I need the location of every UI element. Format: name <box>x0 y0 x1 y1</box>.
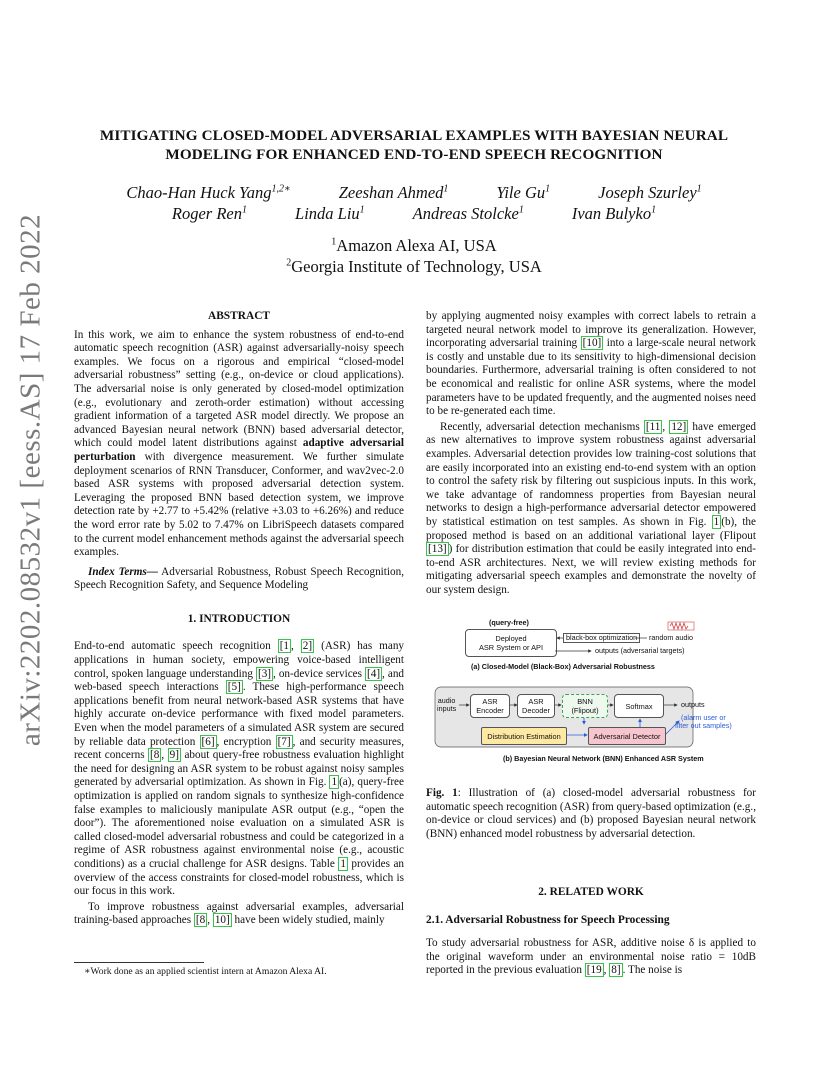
citation-link[interactable]: [13] <box>428 543 447 556</box>
fig-caption-a: (a) Closed-Model (Black-Box) Adversarial Robustness <box>471 662 655 671</box>
author-name: Andreas Stolcke$^1$ <box>412 204 524 223</box>
figure-caption-label: Fig. 1 <box>426 787 458 799</box>
fig-deployed-asr-box: Deployed ASR System or API <box>465 629 557 657</box>
author-affiliation-mark: 1 <box>651 204 657 216</box>
abstract-text <box>74 329 404 560</box>
author-affiliation-mark: 1,2∗ <box>271 183 291 195</box>
citation-link[interactable]: 1 <box>331 776 338 789</box>
figure-caption-text: : Illustration of (a) closed-model adversarial robustness for automatic speech recognition (ASR) from query-based optimization (e.g., on-device or cloud services) and (b) proposed Bayesian neural network (BNN) enhanced model robustness by adversarial detection. <box>426 787 756 840</box>
intro-heading: 1. INTRODUCTION <box>187 612 291 625</box>
citation-link[interactable]: 2] <box>302 640 313 653</box>
citation-link[interactable]: 8] <box>611 964 621 977</box>
intro-paragraph-2: To improve robustness against adversarial examples, adversarial training-based approaches [8 , 10] have been widely studied, mainly <box>74 900 404 927</box>
affiliation-1-text: Amazon Alexa AI, USA <box>336 236 497 255</box>
related-heading: 2. RELATED WORK <box>538 886 644 898</box>
fig-outputs: outputs <box>681 700 705 709</box>
footnote: ∗Work done as an applied scientist intern at Amazon Alexa AI. <box>84 966 327 977</box>
abstract-part-1: In this work, we aim to enhance the system robustness of end-to-end automatic speech recognition (ASR) against adversarially-noisy speech examples. We focus on a rigorous and empirical “closed-model adversarial robustness” setting (e.g., on-device or cloud applications). The adversarial noise is only generated by closed-model optimization (e.g., evolutionary and zeroth-order estimation) without accessing gradient information of a targeted ASR model directly. We propose an advanced Bayesian neural network (BNN) based adversarial detector, which could model latent distributions against <box>74 328 404 450</box>
author-affiliation-mark: 1 <box>242 204 248 216</box>
intro-paragraph-1: End-to-end automatic speech recognition [1 , 2] (ASR) has many applications in human society, empowering voice-based intelligent control, spoken language understanding [3] , on-device services [4] , and web-based speech interactions [5] . These high-performance speech applications benefit from neural network-based ASR systems that have highly accurate on-device performance with fixed model parameters. Even when the model parameters of a simulated ASR system are secured by reliable data protection [6] , encryption [7] , and security measures, recent concerns [8 , 9] about query-free robustness evaluation highlight the need for designing an ASR system to be robust against noisy samples generated by adversarial optimization. As shown in Fig. 1 (a), query-free optimization is applied on random signals to synthesize high-confidence false examples to maliciously manipulate ASR output (e.g., “open the door”). The aforementioned noise evaluation on a simulated ASR is called closed-model adversarial robustness and could be categorized in a regime of ASR robustness against environmental noise (e.g., acoustic conditions) as a crucial challenge for ASR designs. Table 1 provides an overview of the access constraints for closed-model robustness, which is our focus in this work. <box>74 640 405 898</box>
fig-asr-decoder: ASR Decoder <box>517 694 555 718</box>
citation-link[interactable]: [3] <box>257 667 272 680</box>
author-affiliation-mark: 1 <box>545 183 551 195</box>
author-name: Ivan Bulyko$^1$ <box>571 204 657 223</box>
citation-link[interactable]: [5] <box>227 681 241 694</box>
right-paragraph-2: Recently, adversarial detection mechanisms [11 , 12] have emerged as new alternatives to improve system robustness against adversarial examples. Adversarial detection provides low training-cost solutions that are easily incorporated into an existing end-to-end system with an option to control the safety risk by filtering out suspicious inputs. In this work, we take advantage of randomness properties from Bayesian neural networks to design a high-performance adversarial detector empowered by statistical estimation on test samples. As shown in Fig. 1 (b), the proposed method is based on an additional variational layer (Flipout [13] ) for distribution estimation that could be easily integrated into end-to-end ASR architectures. Next, we will review existing methods for mitigating adversarial speech examples and demonstrate the novelty of our system design. <box>426 420 756 596</box>
abstract-part-2: with divergence measurement. We further simulate deployment scenarios of RNN Transducer, Conformer, and wav2vec-2.0 based ASR systems with proposed adversarial detection system. Leveraging the proposed BNN based detection system, we improve detection rate by +2.77 to +5.42% (relative +3.03 to +6.26%) and reduce the word error rate by 5.02 to 7.47% on LibriSpeech datasets compared to the current model enhancement methods against the adversarial speech examples. <box>74 450 404 559</box>
citation-link[interactable]: [19 <box>586 964 602 977</box>
fig-audio-inputs: audio inputs <box>437 696 457 713</box>
author-name: Joseph Szurley$^1$ <box>598 183 702 202</box>
author-affiliation-mark: 1 <box>518 204 524 216</box>
fig-alarm: (alarm user or filter out samples) <box>675 713 732 730</box>
arxiv-stamp-text: arXiv:2202.08532v1 [eess.AS] 17 Feb 2022 <box>14 213 47 747</box>
affiliation-1 <box>0 235 828 256</box>
fig-blackbox-opt: black-box optimization <box>563 633 640 643</box>
fig-bnn-flipout: BNN (Flipout) <box>562 694 608 718</box>
citation-link[interactable]: [11 <box>645 420 661 433</box>
author-row-1 <box>0 182 828 203</box>
fig-random-audio: random audio <box>649 633 693 642</box>
citation-link[interactable]: [4] <box>367 667 381 680</box>
author-affiliation-mark: 1 <box>696 183 702 195</box>
author-name: Zeeshan Ahmed$^1$ <box>338 183 449 202</box>
paper-title <box>0 126 828 164</box>
fig-caption-b: (b) Bayesian Neural Network (BNN) Enhanced ASR System <box>503 754 704 763</box>
index-terms-label: Index Terms— <box>88 565 158 578</box>
citation-link[interactable]: 1 <box>713 515 720 528</box>
right-column <box>426 310 756 597</box>
author-name: Linda Liu$^1$ <box>295 204 365 223</box>
author-name: Chao-Han Huck Yang$^{1,2∗}$ <box>126 183 291 202</box>
citation-link[interactable]: 9] <box>169 749 179 762</box>
subsection-2-1-heading: 2.1. Adversarial Robustness for Speech Processing <box>426 913 670 926</box>
title-line-2: MODELING FOR ENHANCED END-TO-END SPEECH RECOGNITION <box>165 146 663 163</box>
index-terms <box>74 566 404 593</box>
fig-waveform-icon <box>668 622 694 630</box>
left-column <box>74 310 404 928</box>
author-name: Roger Ren$^1$ <box>171 204 248 223</box>
related-work-section <box>426 886 756 978</box>
affiliation-2-text: Georgia Institute of Technology, USA <box>291 257 542 276</box>
author-name: Yile Gu$^1$ <box>496 183 551 202</box>
citation-link[interactable]: 10] <box>214 914 230 927</box>
fig-asr-encoder: ASR Encoder <box>470 694 510 718</box>
citation-link[interactable]: [8 <box>195 914 206 927</box>
citation-link[interactable]: 12] <box>671 420 687 433</box>
affiliations <box>0 235 828 277</box>
citation-link[interactable]: [6] <box>201 735 215 748</box>
citation-link[interactable]: [10] <box>582 337 602 350</box>
author-affiliation-mark: 1 <box>359 204 365 216</box>
affiliation-1-mark: 1 <box>331 236 337 248</box>
citation-link[interactable]: [1 <box>279 640 290 653</box>
affiliation-2-mark: 2 <box>286 257 292 269</box>
citation-link[interactable]: [7] <box>277 735 291 748</box>
author-affiliation-mark: 1 <box>443 183 449 195</box>
fig-distribution-estimation: Distribution Estimation <box>481 727 567 745</box>
abstract-heading: ABSTRACT <box>207 310 271 322</box>
citation-link[interactable]: [8 <box>150 749 160 762</box>
right-paragraph-1: by applying augmented noisy examples with correct labels to retrain a targeted neural network model to improve its generalization. However, incorporating adversarial training [10] into a large-scale neural network is costly and unstable due to its sensitivity to high-dimensional decision boundaries. Furthermore, adversarial training is often considered to not be economical and realistic for online ASR systems, where the model parameters have to be updated frequently, and the augmented noises need to be re-generated each time. <box>426 310 756 418</box>
figure-caption <box>426 787 756 841</box>
abstract-bold: adaptive adversarial perturbation <box>74 437 405 463</box>
fig-query-free-label: (query-free) <box>489 618 529 627</box>
figure-1 <box>425 617 765 772</box>
index-terms-text: Adversarial Robustness, Robust Speech Recognition, Speech Recognition Safety, and Sequence Modeling <box>74 565 404 592</box>
author-list <box>0 182 828 224</box>
right-paragraph-3: To study adversarial robustness for ASR, additive noise δ is applied to the original waveform under an environmental noise ratio = 10dB reported in the previous evaluation [19 , 8] . The noise is <box>426 937 756 977</box>
affiliation-2 <box>0 256 828 277</box>
author-row-2 <box>0 203 828 224</box>
fig-outputs-adv: outputs (adversarial targets) <box>595 646 685 655</box>
fig-softmax: Softmax <box>614 694 664 718</box>
title-line-1: MITIGATING CLOSED-MODEL ADVERSARIAL EXAMPLES WITH BAYESIAN NEURAL <box>99 127 729 144</box>
citation-link[interactable]: 1 <box>340 857 346 870</box>
fig-adversarial-detector: Adversarial Detector <box>588 727 666 745</box>
footnote-rule <box>74 962 204 963</box>
